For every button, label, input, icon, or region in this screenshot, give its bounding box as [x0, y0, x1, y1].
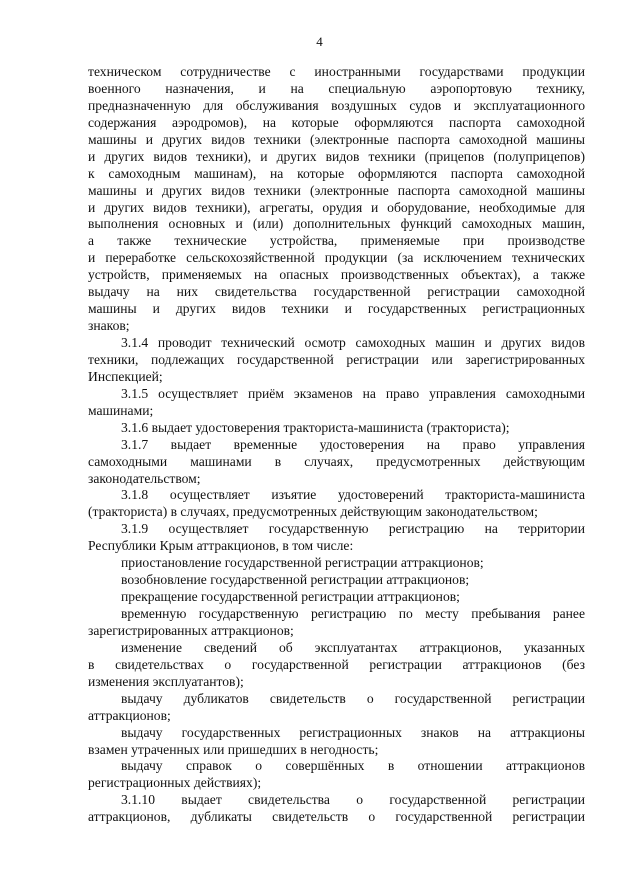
text-line: в свидетельствах о государственной регистрации аттракционов (без	[88, 656, 585, 672]
text-line: выдачу на них свидетельства государственной регистрации самоходной	[88, 284, 585, 300]
text-line: взамен утраченных или пришедших в негодность;	[88, 741, 379, 757]
text-line: приостановление государственной регистрации аттракционов;	[121, 555, 484, 571]
text-line: изменение сведений об эксплуатантах аттракционов, указанных	[121, 639, 585, 655]
document-body	[88, 64, 585, 826]
text-line: устройств, применяемых на опасных производственных объектах), а также	[88, 267, 585, 283]
page-number: 4	[316, 34, 323, 49]
text-line: 3.1.8 осуществляет изъятие удостоверений тракториста-машиниста	[121, 487, 585, 503]
text-line: аттракционов, дубликаты свидетельств о государственной регистрации	[88, 809, 585, 825]
text-line: техническом сотрудничестве с иностранными государствами продукции	[88, 64, 585, 79]
text-line: 3.1.5 осуществляет приём экзаменов на право управления самоходными	[121, 385, 585, 401]
text-line: и переработке сельскохозяйственной продукции (за исключением технических	[88, 250, 585, 266]
text-line: возобновление государственной регистрации аттракционов;	[121, 572, 470, 588]
text-line: содержания аэродромов), на которые оформляются паспорта самоходной	[88, 114, 585, 130]
text-line: 3.1.7 выдает временные удостоверения на право управления	[121, 436, 585, 452]
text-line: знаков;	[88, 318, 130, 334]
text-line: изменения эксплуатантов);	[88, 673, 244, 689]
text-line: выдачу дубликатов свидетельств о государственной регистрации	[121, 690, 585, 706]
text-line: 3.1.10 выдает свидетельства о государственной регистрации	[121, 792, 585, 808]
text-line: и других видов техники), и других видов техники (прицепов (полуприцепов)	[88, 148, 585, 164]
text-line: а также технические устройства, применяемые при производстве	[88, 233, 585, 249]
text-line: к самоходным машинам), на которые оформляются паспорта самоходной	[88, 165, 585, 181]
text-line: машины и других видов техники (электронные паспорта самоходной машины	[88, 131, 585, 147]
text-line: (тракториста) в случаях, предусмотренных действующим законодательством;	[88, 504, 538, 520]
text-line: зарегистрированных аттракционов;	[88, 622, 294, 638]
text-line: предназначенную для обслуживания воздушных судов и эксплуатационного	[88, 97, 585, 113]
text-line: выдачу справок о совершённых в отношении аттракционов	[121, 758, 585, 774]
text-line: машины и других видов техники и государственных регистрационных	[88, 301, 585, 317]
text-line: военного назначения, и на специальную аэропортовую технику,	[88, 80, 585, 96]
text-line: Инспекцией;	[88, 368, 163, 384]
text-line: выполнения основных и (или) дополнительных функций самоходных машин,	[88, 216, 585, 232]
text-line: самоходными машинами в случаях, предусмотренных действующим	[88, 453, 585, 469]
text-line: аттракционов;	[88, 707, 171, 723]
text-line: регистрационных действиях);	[88, 775, 262, 791]
text-line: прекращение государственной регистрации аттракционов;	[121, 589, 460, 605]
text-line: 3.1.9 осуществляет государственную регистрацию на территории	[121, 521, 585, 537]
text-line: 3.1.6 выдает удостоверения тракториста-машиниста (тракториста);	[121, 419, 510, 435]
text-line: и других видов техники), агрегаты, орудия и оборудование, необходимые для	[88, 199, 585, 215]
text-line: машины и других видов техники (электронные паспорта самоходной машины	[88, 182, 585, 198]
text-line: Республики Крым аттракционов, в том числе:	[88, 538, 354, 554]
text-line: машинами;	[88, 402, 154, 418]
text-line: техники, подлежащих государственной регистрации или зарегистрированных	[88, 351, 585, 367]
text-line: временную государственную регистрацию по месту пребывания ранее	[121, 606, 585, 621]
text-line: 3.1.4 проводит технический осмотр самоходных машин и других видов	[121, 335, 585, 350]
text-line: выдачу государственных регистрационных знаков на аттракционы	[121, 724, 585, 740]
text-line: законодательством;	[88, 470, 201, 486]
